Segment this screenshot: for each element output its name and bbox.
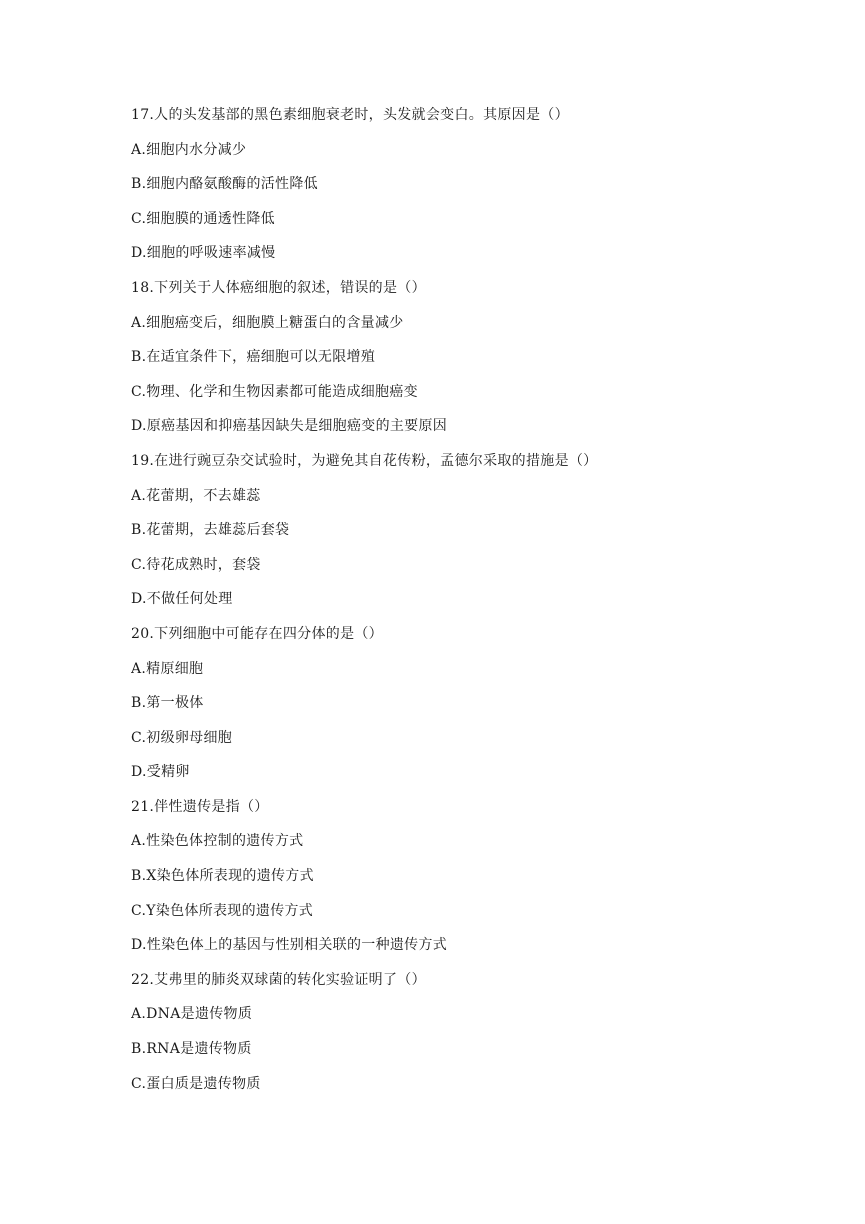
question-19-option-c: C.待花成熟时，套袋: [131, 556, 261, 573]
question-22-option-b: B.RNA是遗传物质: [131, 1041, 252, 1058]
question-22-option-c: C.蛋白质是遗传物质: [131, 1075, 261, 1092]
question-17-option-d: D.细胞的呼吸速率减慢: [131, 245, 276, 262]
question-19-stem: 19.在进行豌豆杂交试验时，为避免其自花传粉，孟德尔采取的措施是（）: [131, 452, 598, 469]
question-21-option-b: B.X染色体所表现的遗传方式: [131, 868, 314, 885]
question-21-option-d: D.性染色体上的基因与性别相关联的一种遗传方式: [131, 937, 448, 954]
question-17-stem: 17.人的头发基部的黑色素细胞衰老时，头发就会变白。其原因是（）: [131, 107, 569, 123]
question-20-stem: 20.下列细胞中可能存在四分体的是（）: [131, 625, 383, 642]
question-18-stem: 18.下列关于人体癌细胞的叙述，错误的是（）: [131, 279, 426, 296]
question-21-stem: 21.伴性遗传是指（）: [131, 798, 269, 815]
question-18-option-b: B.在适宜条件下，癌细胞可以无限增殖: [131, 349, 376, 366]
question-17-option-c: C.细胞膜的通透性降低: [131, 210, 275, 227]
question-21-option-c: C.Y染色体所表现的遗传方式: [131, 902, 314, 919]
question-20-option-d: D.受精卵: [131, 764, 190, 781]
question-list: [131, 103, 771, 1106]
question-18-option-d: D.原癌基因和抑癌基因缺失是细胞癌变的主要原因: [131, 418, 448, 435]
question-22-stem: 22.艾弗里的肺炎双球菌的转化实验证明了（）: [131, 971, 426, 988]
question-18-option-a: A.细胞癌变后，细胞膜上糖蛋白的含量减少: [131, 314, 404, 331]
question-17-option-b: B.细胞内酪氨酸酶的活性降低: [131, 176, 318, 193]
question-22-option-a: A.DNA是遗传物质: [131, 1006, 253, 1023]
question-19-option-d: D.不做任何处理: [131, 591, 233, 608]
question-20-option-c: C.初级卵母细胞: [131, 729, 233, 746]
question-19-option-b: B.花蕾期，去雄蕊后套袋: [131, 522, 290, 539]
question-21-option-a: A.性染色体控制的遗传方式: [131, 833, 304, 850]
question-20-option-b: B.第一极体: [131, 695, 204, 712]
question-19-option-a: A.花蕾期，不去雄蕊: [131, 487, 261, 504]
question-17-option-a: A.细胞内水分减少: [131, 141, 247, 158]
question-18-option-c: C.物理、化学和生物因素都可能造成细胞癌变: [131, 383, 418, 400]
question-20-option-a: A.精原细胞: [131, 660, 204, 677]
